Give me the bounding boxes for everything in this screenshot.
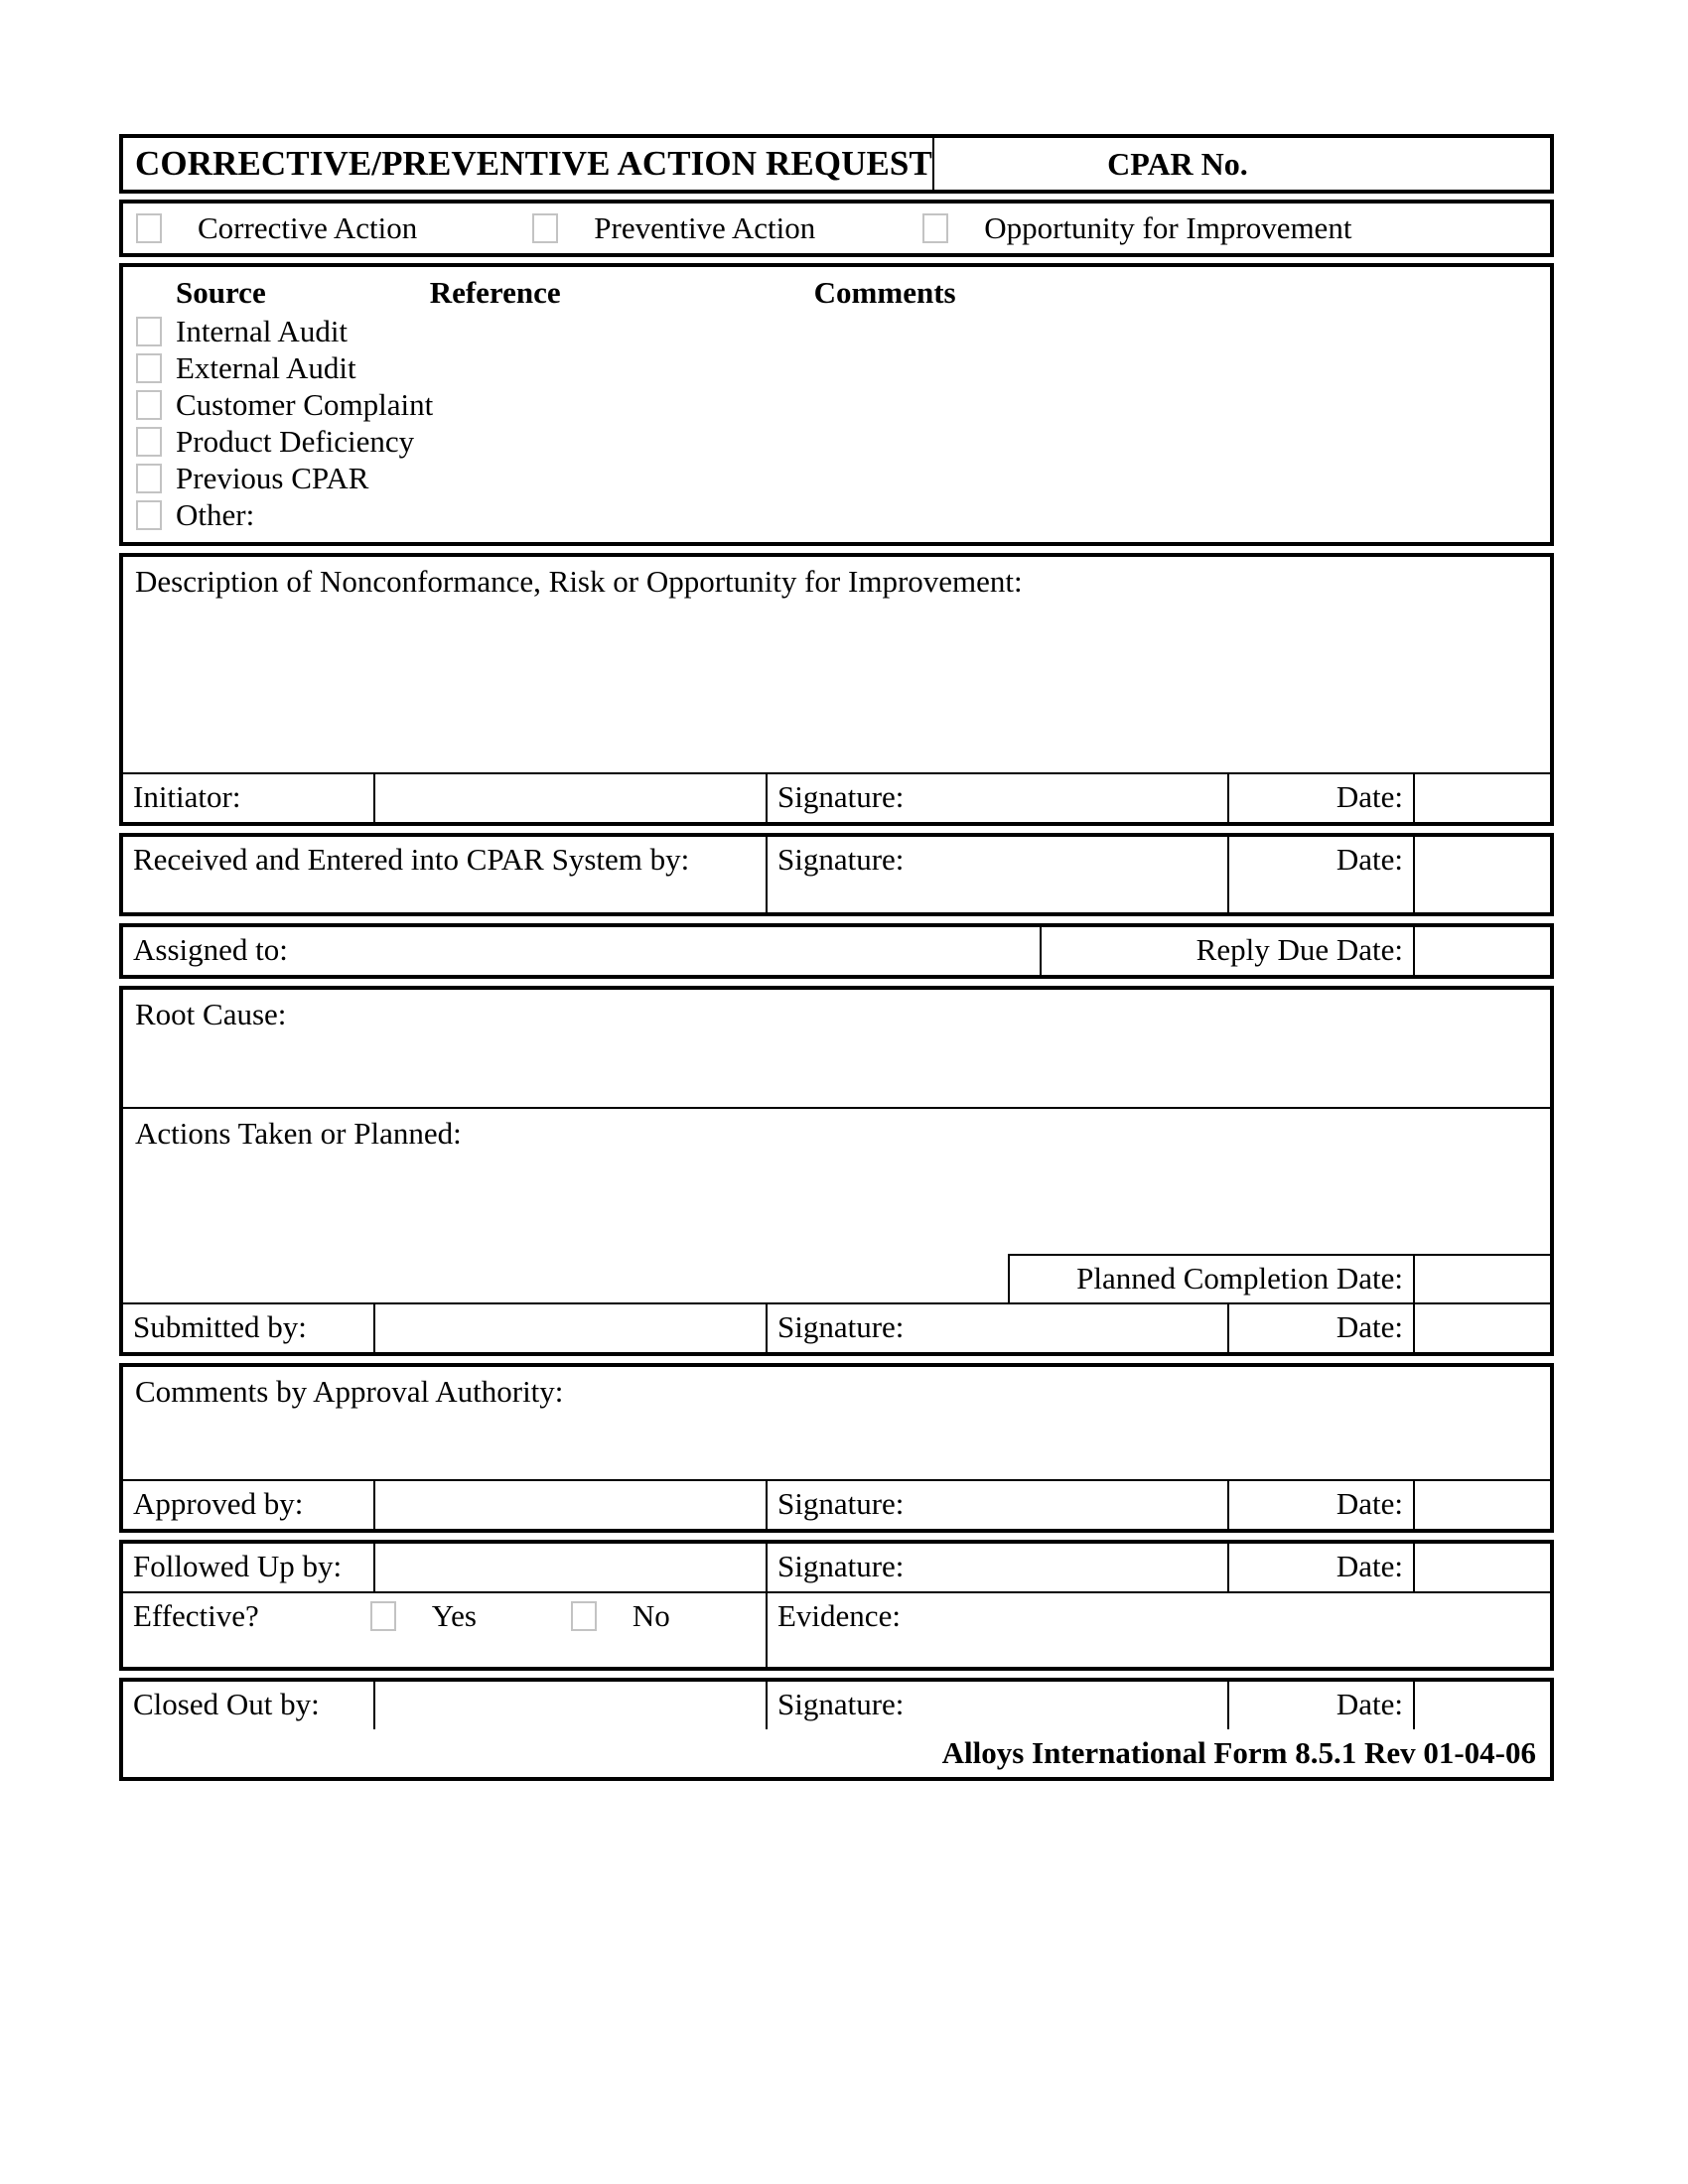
assigned-block: [119, 923, 1554, 979]
initiator-date-field[interactable]: [1415, 774, 1550, 822]
reply-due-date-label: Reply Due Date:: [1042, 927, 1415, 975]
submitted-by-label: Submitted by:: [123, 1304, 375, 1352]
description-label: Description of Nonconformance, Risk or Opportunity for Improvement:: [135, 564, 1023, 599]
initiator-signature-label[interactable]: Signature:: [768, 774, 1229, 822]
followed-up-by-name-field[interactable]: [375, 1544, 768, 1591]
form-footer-text: Alloys International Form 8.5.1 Rev 01-04-06: [941, 1734, 1536, 1770]
checkbox-icon[interactable]: [136, 390, 162, 420]
closed-out-by-name-field[interactable]: [375, 1682, 768, 1729]
checkbox-icon[interactable]: [136, 427, 162, 457]
closed-out-by-label: Closed Out by:: [123, 1682, 375, 1729]
checkbox-previous-cpar[interactable]: [136, 460, 1550, 496]
followed-up-by-label: Followed Up by:: [123, 1544, 375, 1591]
approved-by-date-field[interactable]: [1415, 1481, 1550, 1529]
effective-label: Effective?: [133, 1597, 259, 1633]
title-block: [119, 134, 1554, 194]
checkbox-internal-audit[interactable]: [136, 313, 1550, 349]
received-row: [123, 837, 1550, 912]
initiator-name-field[interactable]: [375, 774, 768, 822]
followed-up-by-row: [123, 1544, 1550, 1591]
checkbox-label: Internal Audit: [176, 313, 349, 348]
planned-completion-date-field[interactable]: [1415, 1254, 1550, 1303]
closed-out-by-row: [123, 1682, 1550, 1729]
received-label: Received and Entered into CPAR System by:: [123, 837, 768, 912]
request-type-row: [123, 204, 1550, 253]
checkbox-label: Customer Complaint: [176, 386, 434, 422]
initiator-date-label: Date:: [1229, 774, 1415, 822]
followup-block: [119, 1540, 1554, 1671]
initiator-row: [123, 772, 1550, 822]
checkbox-opportunity-improvement[interactable]: [922, 210, 1351, 246]
received-signature-label[interactable]: Signature:: [768, 837, 1229, 912]
checkbox-customer-complaint[interactable]: [136, 386, 1550, 423]
assigned-row: [123, 927, 1550, 975]
approved-by-name-field[interactable]: [375, 1481, 768, 1529]
title-row: [123, 138, 1550, 190]
root-cause-label: Root Cause:: [135, 996, 287, 1031]
column-header-comments: Comments: [813, 275, 956, 310]
checkbox-label: Other:: [176, 496, 255, 532]
effective-cell: [123, 1593, 768, 1669]
cpar-form: [119, 134, 1554, 1781]
effective-row: [123, 1591, 1550, 1667]
approval-block: [119, 1363, 1554, 1533]
column-header-reference: Reference: [429, 275, 561, 310]
checkbox-icon[interactable]: [136, 500, 162, 530]
checkbox-icon[interactable]: [922, 213, 948, 243]
effective-no-label: No: [632, 1597, 670, 1633]
evidence-label[interactable]: Evidence:: [777, 1597, 901, 1633]
source-column-headers: [123, 267, 1550, 313]
checkbox-icon[interactable]: [532, 213, 558, 243]
checkbox-preventive-action[interactable]: [532, 210, 815, 246]
source-block: [119, 263, 1554, 546]
planned-completion-row: [123, 1254, 1550, 1303]
checkbox-label: Product Deficiency: [176, 423, 415, 459]
column-header-source: Source: [176, 275, 266, 310]
submitted-by-date-label: Date:: [1229, 1304, 1415, 1352]
checkbox-icon[interactable]: [136, 213, 162, 243]
checkbox-icon[interactable]: [370, 1601, 396, 1631]
followed-up-by-date-field[interactable]: [1415, 1544, 1550, 1591]
checkbox-label: Corrective Action: [198, 210, 418, 245]
submitted-by-date-field[interactable]: [1415, 1304, 1550, 1352]
checkbox-label: External Audit: [176, 349, 356, 385]
approved-by-signature-label[interactable]: Signature:: [768, 1481, 1229, 1529]
approved-by-label: Approved by:: [123, 1481, 375, 1529]
received-date-field[interactable]: [1415, 837, 1550, 912]
root-cause-block: [119, 986, 1554, 1357]
closed-out-by-date-label: Date:: [1229, 1682, 1415, 1729]
closeout-block: [119, 1678, 1554, 1781]
effective-yes-label: Yes: [431, 1597, 477, 1633]
checkbox-label: Previous CPAR: [176, 460, 369, 495]
initiator-label: Initiator:: [123, 774, 375, 822]
planned-completion-spacer: [123, 1254, 1008, 1303]
form-footer-row: [123, 1729, 1550, 1777]
checkbox-icon[interactable]: [571, 1601, 597, 1631]
closed-out-by-date-field[interactable]: [1415, 1682, 1550, 1729]
actions-taken-label: Actions Taken or Planned:: [123, 1107, 1550, 1254]
description-block: [119, 553, 1554, 826]
page-title: CORRECTIVE/PREVENTIVE ACTION REQUEST: [123, 138, 934, 190]
checkbox-external-audit[interactable]: [136, 349, 1550, 386]
cpar-no-label: CPAR No.: [1107, 146, 1248, 182]
received-block: [119, 833, 1554, 916]
request-type-block: [119, 200, 1554, 257]
reply-due-date-field[interactable]: [1415, 927, 1550, 975]
submitted-by-row: [123, 1302, 1550, 1352]
checkbox-product-deficiency[interactable]: [136, 423, 1550, 460]
approved-by-row: [123, 1479, 1550, 1529]
submitted-by-name-field[interactable]: [375, 1304, 768, 1352]
planned-completion-date-label: Planned Completion Date:: [1008, 1254, 1415, 1303]
checkbox-label: Preventive Action: [594, 210, 816, 245]
approved-by-date-label: Date:: [1229, 1481, 1415, 1529]
received-date-label: Date:: [1229, 837, 1415, 912]
checkbox-other[interactable]: [136, 496, 1550, 533]
followed-up-by-signature-label[interactable]: Signature:: [768, 1544, 1229, 1591]
checkbox-icon[interactable]: [136, 464, 162, 493]
followed-up-by-date-label: Date:: [1229, 1544, 1415, 1591]
closed-out-by-signature-label[interactable]: Signature:: [768, 1682, 1229, 1729]
approval-comments-label: Comments by Approval Authority:: [135, 1374, 564, 1410]
checkbox-label: Opportunity for Improvement: [984, 210, 1352, 245]
assigned-to-label[interactable]: Assigned to:: [123, 927, 1042, 975]
submitted-by-signature-label[interactable]: Signature:: [768, 1304, 1229, 1352]
checkbox-corrective-action[interactable]: [136, 210, 417, 246]
checkbox-icon[interactable]: [136, 353, 162, 383]
checkbox-icon[interactable]: [136, 317, 162, 346]
